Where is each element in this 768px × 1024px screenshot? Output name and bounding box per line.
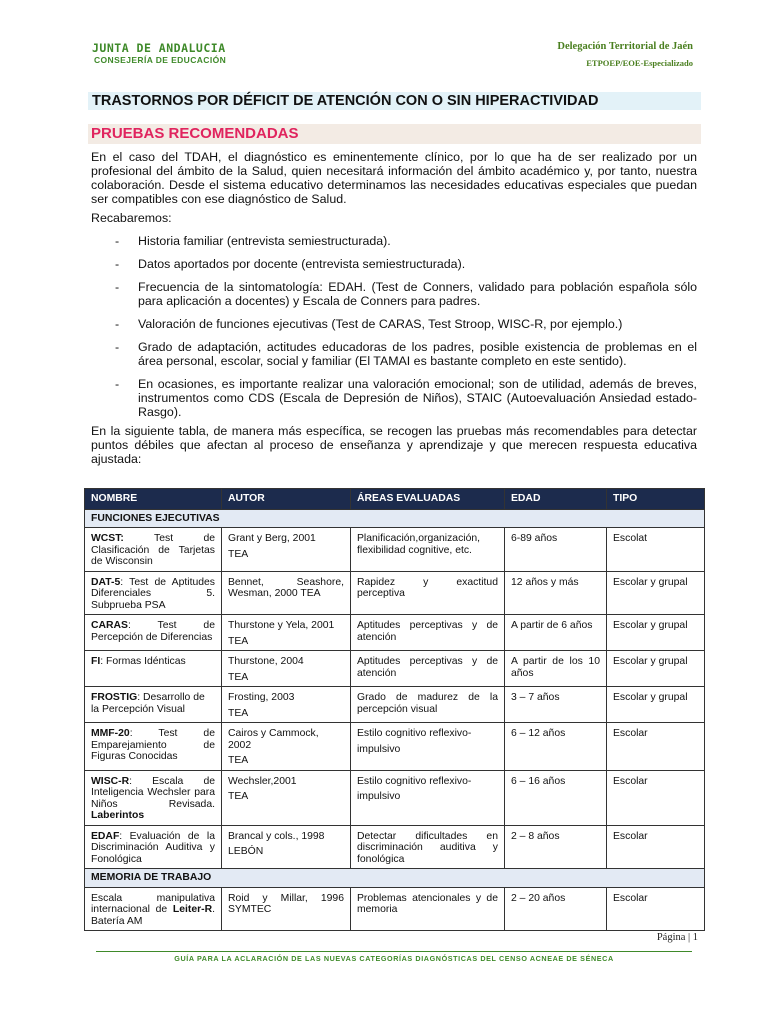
page-number: Página | 1 bbox=[656, 932, 698, 943]
cell-autor: Thurstone y Yela, 2001 TEA bbox=[222, 615, 351, 651]
table-row bbox=[85, 651, 705, 687]
table-row bbox=[85, 571, 705, 615]
header-edad: EDAD bbox=[505, 489, 607, 510]
group-row-memoria: MEMORIA DE TRABAJO bbox=[85, 869, 705, 888]
bullet-list bbox=[91, 234, 697, 428]
header-nombre: NOMBRE bbox=[85, 489, 222, 510]
cell-areas: Detectar dificultades en discriminación auditiva y fonológica bbox=[351, 825, 505, 869]
cell-autor: Cairos y Cammock, 2002 TEA bbox=[222, 723, 351, 771]
cell-edad: 6-89 años bbox=[505, 528, 607, 572]
table-row bbox=[85, 687, 705, 723]
list-item: - Valoración de funciones ejecutivas (Test de CARAS, Test Stroop, WISC-R, por ejemplo.) bbox=[115, 317, 623, 331]
cell-tipo: Escolar y grupal bbox=[607, 571, 705, 615]
cell-autor: Bennet, Seashore, Wesman, 2000 TEA bbox=[222, 571, 351, 615]
cell-areas: Aptitudes perceptivas y de atención bbox=[351, 615, 505, 651]
cell-edad: 12 años y más bbox=[505, 571, 607, 615]
cell-edad: 3 – 7 años bbox=[505, 687, 607, 723]
cell-nombre: EDAF: Evaluación de la Discriminación Auditiva y Fonológica bbox=[85, 825, 222, 869]
cell-autor: Grant y Berg, 2001 TEA bbox=[222, 528, 351, 572]
cell-autor: Brancal y cols., 1998 LEBÓN bbox=[222, 825, 351, 869]
cell-nombre: FI: Formas Idénticas bbox=[85, 651, 222, 687]
cell-areas: Aptitudes perceptivas y de atención bbox=[351, 651, 505, 687]
cell-tipo: Escolar bbox=[607, 825, 705, 869]
cell-tipo: Escolar y grupal bbox=[607, 687, 705, 723]
cell-autor: Roid y Millar, 1996 SYMTEC bbox=[222, 887, 351, 931]
cell-nombre: WCST: Test de Clasificación de Tarjetas de Wisconsin bbox=[85, 528, 222, 572]
team-name: ETPOEP/EOE-Especializado bbox=[586, 58, 693, 68]
cell-areas: Problemas atencionales y de memoria bbox=[351, 887, 505, 931]
cell-areas: Planificación,organización, flexibilidad cognitive, etc. bbox=[351, 528, 505, 572]
cell-nombre: MMF-20: Test de Emparejamiento de Figuras Conocidas bbox=[85, 723, 222, 771]
cell-edad: 2 – 20 años bbox=[505, 887, 607, 931]
cell-areas: Estilo cognitivo reflexivo- impulsivo bbox=[351, 770, 505, 825]
intro-paragraph: En el caso del TDAH, el diagnóstico es eminentemente clínico, por lo que ha de ser realizado por un profesional del ámbito de la Salud, quien necesitará información del ámbito académico y, por tanto, nuestra colaboración. Desde el sistema educativo determinamos las necesidades educativas especiales que puedan ser compatibles con ese diagnóstico de Salud. bbox=[91, 150, 697, 206]
cell-nombre: FROSTIG: Desarrollo de la Percepción Visual bbox=[85, 687, 222, 723]
cell-nombre: DAT-5: Test de Aptitudes Diferenciales 5. Subprueba PSA bbox=[85, 571, 222, 615]
cell-autor: Frosting, 2003 TEA bbox=[222, 687, 351, 723]
group-row-funciones: FUNCIONES EJECUTIVAS bbox=[85, 509, 705, 528]
list-item: - Historia familiar (entrevista semiestructurada). bbox=[115, 234, 391, 248]
cell-tipo: Escolar bbox=[607, 887, 705, 931]
list-item: - En ocasiones, es importante realizar una valoración emocional; son de utilidad, además de breves, instrumentos como CDS (Escala de Depresión de Niños), STAIC (Autoevaluación Ansiedad estado-Rasgo). bbox=[115, 377, 697, 419]
cell-autor: Thurstone, 2004 TEA bbox=[222, 651, 351, 687]
recabaremos-paragraph: Recabaremos: bbox=[91, 211, 172, 225]
header-tipo: TIPO bbox=[607, 489, 705, 510]
table-header-row bbox=[85, 489, 705, 510]
table-intro-paragraph: En la siguiente tabla, de manera más específica, se recogen las pruebas más recomendables para detectar puntos débiles que afectan al proceso de enseñanza y aprendizaje y que merecen respuesta educativa ajustada: bbox=[91, 424, 697, 466]
list-item: - Grado de adaptación, actitudes educadoras de los padres, posible existencia de problemas en el área personal, escolar, social y familiar (El TAMAI es bastante completo en este sentido). bbox=[115, 340, 697, 368]
delegation-name: Delegación Territorial de Jaén bbox=[557, 41, 693, 52]
logo-junta-andalucia bbox=[92, 42, 226, 65]
cell-tipo: Escolar bbox=[607, 723, 705, 771]
list-item: - Frecuencia de la sintomatología: EDAH. (Test de Conners, validado para población española sólo para aplicación a docentes) y Escala de Conners para padres. bbox=[115, 280, 697, 308]
header-autor: AUTOR bbox=[222, 489, 351, 510]
cell-tipo: Escolar bbox=[607, 770, 705, 825]
table-row bbox=[85, 528, 705, 572]
cell-areas: Grado de madurez de la percepción visual bbox=[351, 687, 505, 723]
cell-nombre: Escala manipulativa internacional de Leiter-R. Batería AM bbox=[85, 887, 222, 931]
table-row bbox=[85, 825, 705, 869]
cell-edad: 6 – 16 años bbox=[505, 770, 607, 825]
cell-tipo: Escolar y grupal bbox=[607, 615, 705, 651]
list-item: - Datos aportados por docente (entrevista semiestructurada). bbox=[115, 257, 466, 271]
header-delegation bbox=[557, 40, 693, 70]
cell-nombre: WISC-R: Escala de Inteligencia Wechsler para Niños Revisada. Laberintos bbox=[85, 770, 222, 825]
table-row bbox=[85, 615, 705, 651]
cell-tipo: Escolat bbox=[607, 528, 705, 572]
table-row bbox=[85, 770, 705, 825]
cell-autor: Wechsler,2001 TEA bbox=[222, 770, 351, 825]
footer-guide-title: GUÍA PARA LA ACLARACIÓN DE LAS NUEVAS CATEGORÍAS DIAGNÓSTICAS DEL CENSO ACNEAE DE SÉNECA bbox=[174, 954, 614, 963]
cell-edad: 2 – 8 años bbox=[505, 825, 607, 869]
cell-edad: 6 – 12 años bbox=[505, 723, 607, 771]
cell-edad: A partir de 6 años bbox=[505, 615, 607, 651]
table-row bbox=[85, 723, 705, 771]
section-title: PRUEBAS RECOMENDADAS bbox=[88, 124, 701, 144]
cell-nombre: CARAS: Test de Percepción de Diferencias bbox=[85, 615, 222, 651]
cell-areas: Rapidez y exactitud perceptiva bbox=[351, 571, 505, 615]
header-areas: ÁREAS EVALUADAS bbox=[351, 489, 505, 510]
table-row bbox=[85, 887, 705, 931]
cell-areas: Estilo cognitivo reflexivo- impulsivo bbox=[351, 723, 505, 771]
footer-divider bbox=[96, 951, 692, 952]
document-title: TRASTORNOS POR DÉFICIT DE ATENCIÓN CON O SIN HIPERACTIVIDAD bbox=[88, 92, 701, 110]
logo-line-2: CONSEJERÍA DE EDUCACIÓN bbox=[94, 55, 227, 65]
cell-tipo: Escolar y grupal bbox=[607, 651, 705, 687]
logo-line-1: JUNTA DE ANDALUCIA bbox=[92, 41, 226, 55]
cell-edad: A partir de los 10 años bbox=[505, 651, 607, 687]
tests-table bbox=[84, 488, 705, 931]
